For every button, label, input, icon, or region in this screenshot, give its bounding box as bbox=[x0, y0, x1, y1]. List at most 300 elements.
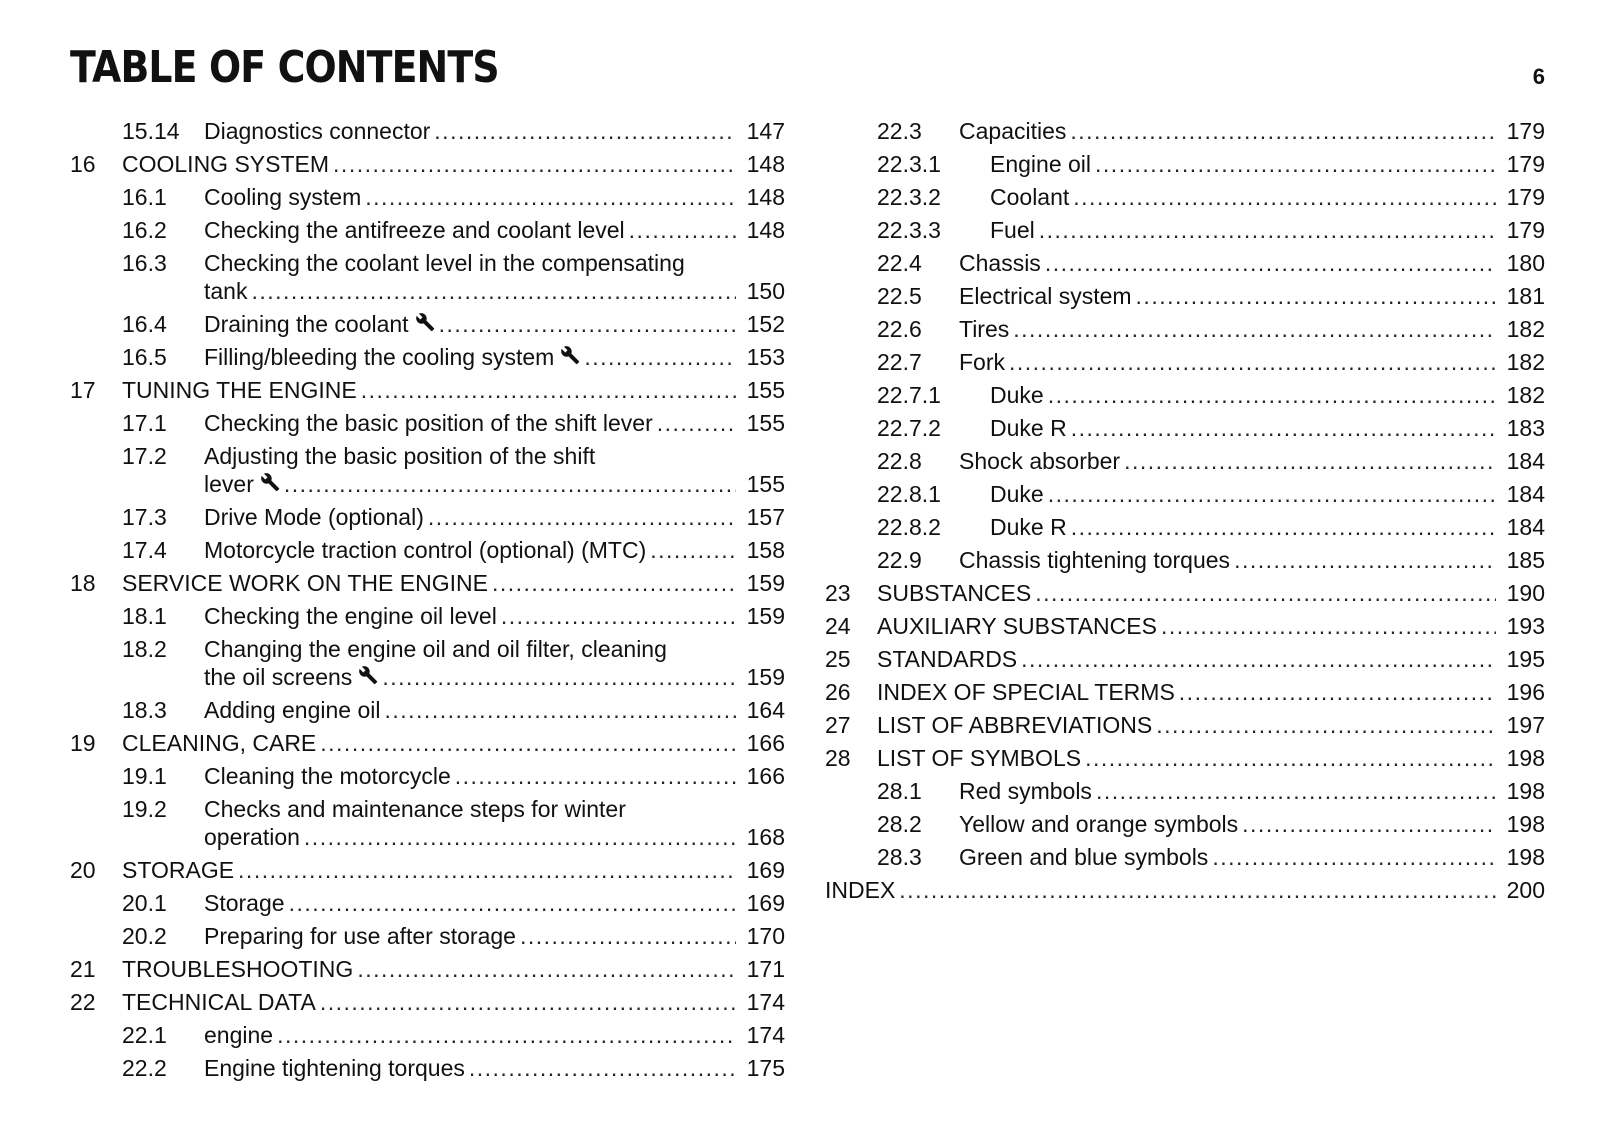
toc-entry-number: 28.3 bbox=[877, 844, 922, 870]
toc-entry-line bbox=[825, 348, 1545, 376]
toc-entry[interactable] bbox=[825, 876, 1545, 904]
toc-entry-title: Diagnostics connector bbox=[204, 118, 431, 144]
toc-entry-title: CLEANING, CARE bbox=[122, 730, 317, 756]
toc-entry[interactable] bbox=[825, 744, 1545, 772]
toc-entry-title: Adjusting the basic position of the shift bbox=[204, 443, 596, 469]
toc-entry[interactable] bbox=[70, 635, 785, 691]
toc-entry[interactable] bbox=[825, 645, 1545, 673]
toc-entry-title: STORAGE bbox=[122, 857, 235, 883]
toc-entry-number: 19.1 bbox=[122, 763, 167, 789]
dot-leader bbox=[520, 922, 736, 950]
toc-entry-line bbox=[70, 988, 785, 1016]
dot-leader bbox=[1179, 678, 1496, 706]
toc-entry[interactable] bbox=[70, 376, 785, 404]
toc-entry-page: 180 bbox=[1506, 250, 1545, 276]
dot-leader bbox=[428, 503, 736, 531]
toc-entry-line bbox=[825, 546, 1545, 574]
toc-entry-number: 28.2 bbox=[877, 811, 922, 837]
toc-entry-line bbox=[70, 823, 785, 851]
toc-entry[interactable] bbox=[825, 183, 1545, 211]
toc-entry[interactable] bbox=[825, 117, 1545, 145]
toc-entry[interactable] bbox=[825, 678, 1545, 706]
toc-entry[interactable] bbox=[825, 843, 1545, 871]
toc-entry-page: 155 bbox=[746, 377, 785, 403]
toc-entry-line bbox=[70, 470, 785, 498]
toc-entry-title: SERVICE WORK ON THE ENGINE bbox=[122, 570, 488, 596]
toc-entry-page: 182 bbox=[1506, 316, 1545, 342]
toc-entry-line bbox=[825, 315, 1545, 343]
toc-entry-number: 18.3 bbox=[122, 697, 167, 723]
toc-entry-line bbox=[825, 843, 1545, 871]
toc-entry-line bbox=[70, 729, 785, 757]
toc-entry-page: 184 bbox=[1506, 481, 1545, 507]
toc-entry-line bbox=[825, 612, 1545, 640]
toc-entry-page: 179 bbox=[1506, 184, 1545, 210]
toc-entry-title: LIST OF ABBREVIATIONS bbox=[877, 712, 1153, 738]
toc-entry[interactable] bbox=[825, 315, 1545, 343]
toc-entry-title: Green and blue symbols bbox=[959, 844, 1209, 870]
toc-entry[interactable] bbox=[70, 569, 785, 597]
toc-entry-number: 19 bbox=[70, 730, 96, 756]
dot-leader bbox=[357, 955, 736, 983]
toc-entry[interactable] bbox=[70, 310, 785, 338]
toc-entry-number: 16.1 bbox=[122, 184, 167, 210]
toc-entry-number: 17.3 bbox=[122, 504, 167, 530]
toc-entry-number: 22.4 bbox=[877, 250, 922, 276]
toc-entry-page: 174 bbox=[746, 1022, 785, 1048]
toc-entry-title: Duke bbox=[990, 481, 1044, 507]
toc-entry[interactable] bbox=[70, 150, 785, 178]
toc-entry-number: 23 bbox=[825, 580, 851, 606]
toc-entry[interactable] bbox=[70, 1021, 785, 1049]
toc-entry-page: 200 bbox=[1506, 877, 1545, 903]
toc-entry[interactable] bbox=[70, 503, 785, 531]
toc-entry-page: 179 bbox=[1506, 217, 1545, 243]
toc-entry-line bbox=[70, 696, 785, 724]
toc-entry[interactable] bbox=[825, 480, 1545, 508]
toc-entry-title: Drive Mode (optional) bbox=[204, 504, 424, 530]
dot-leader bbox=[382, 663, 736, 691]
toc-entry-line bbox=[70, 762, 785, 790]
toc-entry-line bbox=[70, 183, 785, 211]
page-number: 6 bbox=[1532, 64, 1545, 89]
toc-entry-title: Checking the basic position of the shift lever bbox=[204, 410, 653, 436]
dot-leader bbox=[304, 823, 736, 851]
toc-entry-line bbox=[70, 795, 785, 823]
toc-entry[interactable] bbox=[70, 343, 785, 371]
toc-entry[interactable] bbox=[70, 216, 785, 244]
toc-entry-page: 147 bbox=[746, 118, 785, 144]
toc-entry-title: Draining the coolant bbox=[204, 311, 409, 337]
dot-leader bbox=[1085, 744, 1496, 772]
toc-entry-title-continued: operation bbox=[204, 824, 300, 850]
toc-entry-title: COOLING SYSTEM bbox=[122, 151, 330, 177]
toc-entry-page: 175 bbox=[746, 1055, 785, 1081]
toc-entry-page: 166 bbox=[746, 730, 785, 756]
toc-entry-line bbox=[70, 249, 785, 277]
toc-entry-page: 182 bbox=[1506, 349, 1545, 375]
toc-entry-line bbox=[70, 922, 785, 950]
toc-entry[interactable] bbox=[70, 442, 785, 498]
toc-entry-title: AUXILIARY SUBSTANCES bbox=[877, 613, 1157, 639]
toc-entry-line bbox=[825, 513, 1545, 541]
toc-entry-line bbox=[70, 376, 785, 404]
toc-entry-title: Filling/bleeding the cooling system bbox=[204, 344, 555, 370]
toc-entry-page: 150 bbox=[746, 278, 785, 304]
dot-leader bbox=[284, 470, 736, 498]
toc-entry-title: Chassis bbox=[959, 250, 1041, 276]
dot-leader bbox=[469, 1054, 736, 1082]
dot-leader bbox=[320, 729, 736, 757]
dot-leader bbox=[1073, 183, 1496, 211]
toc-entry-title: Checking the antifreeze and coolant level bbox=[204, 217, 625, 243]
dot-leader bbox=[1095, 150, 1496, 178]
toc-entry-page: 198 bbox=[1506, 844, 1545, 870]
toc-entry[interactable] bbox=[70, 249, 785, 305]
toc-entry-page: 155 bbox=[746, 410, 785, 436]
toc-entry-page: 166 bbox=[746, 763, 785, 789]
toc-entry-number: 17.2 bbox=[122, 443, 167, 469]
toc-entry-page: 184 bbox=[1506, 448, 1545, 474]
dot-leader bbox=[320, 988, 736, 1016]
toc-entry[interactable] bbox=[825, 348, 1545, 376]
toc-entry-page: 171 bbox=[746, 956, 785, 982]
dot-leader bbox=[1071, 513, 1496, 541]
toc-entry-page: 190 bbox=[1506, 580, 1545, 606]
toc-entry-title-continued: the oil screens bbox=[204, 664, 353, 690]
dot-leader bbox=[1156, 711, 1496, 739]
toc-entry-number: 22.2 bbox=[122, 1055, 167, 1081]
toc-entry[interactable] bbox=[70, 729, 785, 757]
toc-entry-page: 153 bbox=[746, 344, 785, 370]
toc-entry-title: Shock absorber bbox=[959, 448, 1121, 474]
toc-entry-number: 26 bbox=[825, 679, 851, 705]
toc-entry-line bbox=[70, 1054, 785, 1082]
dot-leader bbox=[1009, 348, 1496, 376]
toc-entry[interactable] bbox=[70, 602, 785, 630]
toc-entry-line bbox=[825, 282, 1545, 310]
toc-entry[interactable] bbox=[825, 711, 1545, 739]
toc-entry-number: 22.9 bbox=[877, 547, 922, 573]
toc-entry-line bbox=[70, 310, 785, 338]
toc-entry-number: 22.3.3 bbox=[877, 217, 941, 243]
toc-entry-title: Capacities bbox=[959, 118, 1067, 144]
toc-entry-number: 16.2 bbox=[122, 217, 167, 243]
toc-entry-number: 22.8 bbox=[877, 448, 922, 474]
toc-entry-page: 181 bbox=[1506, 283, 1545, 309]
toc-entry-line bbox=[825, 414, 1545, 442]
toc-entry-title: Yellow and orange symbols bbox=[959, 811, 1239, 837]
toc-entry-title: Checking the coolant level in the compensating bbox=[204, 250, 685, 276]
toc-entry-line bbox=[825, 117, 1545, 145]
toc-entry-number: 22.3.1 bbox=[877, 151, 941, 177]
toc-entry-number: 16.3 bbox=[122, 250, 167, 276]
dot-leader bbox=[384, 696, 736, 724]
toc-entry-line bbox=[825, 678, 1545, 706]
toc-entry-number: 18 bbox=[70, 570, 96, 596]
toc-entry-line bbox=[70, 602, 785, 630]
toc-entry-page: 159 bbox=[746, 603, 785, 629]
toc-entry-line bbox=[70, 856, 785, 884]
toc-entry-number: 21 bbox=[70, 956, 96, 982]
toc-entry-line bbox=[70, 663, 785, 691]
toc-entry[interactable] bbox=[825, 612, 1545, 640]
toc-entry-title: Adding engine oil bbox=[204, 697, 381, 723]
toc-entry-number: 16.4 bbox=[122, 311, 167, 337]
toc-right-column bbox=[825, 117, 1545, 909]
toc-entry-page: 198 bbox=[1506, 745, 1545, 771]
dot-leader bbox=[629, 216, 736, 244]
dot-leader bbox=[1071, 414, 1496, 442]
toc-entry-page: 159 bbox=[746, 570, 785, 596]
toc-entry-number: 17 bbox=[70, 377, 96, 403]
toc-entry[interactable] bbox=[70, 117, 785, 145]
toc-entry-title: Fuel bbox=[990, 217, 1035, 243]
toc-entry-number: 18.1 bbox=[122, 603, 167, 629]
toc-entry-number: 20.2 bbox=[122, 923, 167, 949]
toc-entry-title: Checking the engine oil level bbox=[204, 603, 497, 629]
toc-entry-title: Coolant bbox=[990, 184, 1070, 210]
toc-entry-number: 19.2 bbox=[122, 796, 167, 822]
dot-leader bbox=[455, 762, 736, 790]
toc-entry-page: 168 bbox=[746, 824, 785, 850]
toc-entry[interactable] bbox=[70, 696, 785, 724]
toc-entry-line bbox=[825, 645, 1545, 673]
dot-leader bbox=[434, 117, 736, 145]
toc-entry-number: 22.6 bbox=[877, 316, 922, 342]
toc-entry-line bbox=[70, 1021, 785, 1049]
toc-entry-page: 197 bbox=[1506, 712, 1545, 738]
toc-entry[interactable] bbox=[825, 810, 1545, 838]
toc-entry-line bbox=[825, 183, 1545, 211]
dot-leader bbox=[1124, 447, 1496, 475]
toc-entry-title: Engine oil bbox=[990, 151, 1092, 177]
toc-entry-page: 182 bbox=[1506, 382, 1545, 408]
toc-entry-line bbox=[70, 150, 785, 178]
toc-entry-line bbox=[825, 711, 1545, 739]
toc-entry-number: 20 bbox=[70, 857, 96, 883]
toc-entry-line bbox=[70, 117, 785, 145]
dot-leader bbox=[1021, 645, 1496, 673]
toc-entry-number: 22.8.1 bbox=[877, 481, 941, 507]
toc-entry-line bbox=[70, 955, 785, 983]
dot-leader bbox=[1136, 282, 1496, 310]
toc-entry[interactable] bbox=[70, 762, 785, 790]
dot-leader bbox=[251, 277, 736, 305]
toc-entry-title: TUNING THE ENGINE bbox=[122, 377, 357, 403]
toc-entry-line bbox=[70, 216, 785, 244]
toc-entry-title: Electrical system bbox=[959, 283, 1132, 309]
toc-entry-title: INDEX bbox=[825, 877, 896, 903]
toc-entry-number: 22 bbox=[70, 989, 96, 1015]
dot-leader bbox=[238, 856, 736, 884]
toc-entry-title: engine bbox=[204, 1022, 274, 1048]
toc-entry[interactable] bbox=[825, 150, 1545, 178]
dot-leader bbox=[1048, 480, 1496, 508]
toc-entry-line bbox=[825, 744, 1545, 772]
toc-entry-title: Changing the engine oil and oil filter, cleaning bbox=[204, 636, 667, 662]
toc-entry[interactable] bbox=[70, 922, 785, 950]
toc-entry-title: Cooling system bbox=[204, 184, 362, 210]
toc-entry-line bbox=[825, 381, 1545, 409]
toc-entry-number: 22.5 bbox=[877, 283, 922, 309]
toc-entry-title: Red symbols bbox=[959, 778, 1092, 804]
dot-leader bbox=[1070, 117, 1496, 145]
toc-entry[interactable] bbox=[70, 795, 785, 851]
toc-entry-number: 25 bbox=[825, 646, 851, 672]
toc-entry-page: 148 bbox=[746, 217, 785, 243]
toc-entry-number: 22.8.2 bbox=[877, 514, 941, 540]
toc-entry-number: 22.7 bbox=[877, 349, 922, 375]
toc-entry-number: 28.1 bbox=[877, 778, 922, 804]
toc-entry[interactable] bbox=[825, 414, 1545, 442]
toc-entry[interactable] bbox=[825, 447, 1545, 475]
toc-entry[interactable] bbox=[825, 777, 1545, 805]
toc-entry[interactable] bbox=[825, 216, 1545, 244]
dot-leader bbox=[439, 310, 736, 338]
toc-entry-line bbox=[70, 442, 785, 470]
toc-entry-page: 148 bbox=[746, 151, 785, 177]
toc-entry-number: 22.3 bbox=[877, 118, 922, 144]
toc-entry-page: 155 bbox=[746, 471, 785, 497]
toc-entry-page: 198 bbox=[1506, 778, 1545, 804]
toc-entry-page: 184 bbox=[1506, 514, 1545, 540]
toc-entry-title: Cleaning the motorcycle bbox=[204, 763, 451, 789]
dot-leader bbox=[1161, 612, 1496, 640]
toc-entry-number: 22.3.2 bbox=[877, 184, 941, 210]
toc-entry-line bbox=[825, 447, 1545, 475]
toc-entry-number: 24 bbox=[825, 613, 851, 639]
toc-entry-line bbox=[825, 810, 1545, 838]
toc-entry-line bbox=[825, 876, 1545, 904]
toc-entry[interactable] bbox=[70, 183, 785, 211]
toc-entry[interactable] bbox=[825, 579, 1545, 607]
dot-leader bbox=[1013, 315, 1496, 343]
dot-leader bbox=[657, 409, 736, 437]
toc-entry-title: INDEX OF SPECIAL TERMS bbox=[877, 679, 1175, 705]
dot-leader bbox=[1045, 249, 1496, 277]
toc-entry-page: 179 bbox=[1506, 151, 1545, 177]
toc-entry[interactable] bbox=[825, 249, 1545, 277]
toc-entry-title: Preparing for use after storage bbox=[204, 923, 516, 949]
wrench-icon bbox=[260, 470, 280, 490]
toc-entry-number: 20.1 bbox=[122, 890, 167, 916]
toc-entry-title: Motorcycle traction control (optional) (MTC) bbox=[204, 537, 647, 563]
toc-entry-number: 27 bbox=[825, 712, 851, 738]
toc-entry[interactable] bbox=[825, 513, 1545, 541]
dot-leader bbox=[899, 876, 1496, 904]
toc-entry-line bbox=[70, 503, 785, 531]
toc-entry-line bbox=[825, 216, 1545, 244]
dot-leader bbox=[1242, 810, 1496, 838]
toc-entry-page: 148 bbox=[746, 184, 785, 210]
toc-entry-number: 15.14 bbox=[122, 118, 180, 144]
toc-entry-title: Duke R bbox=[990, 514, 1067, 540]
toc-entry-page: 179 bbox=[1506, 118, 1545, 144]
toc-entry-title-continued: tank bbox=[204, 278, 248, 304]
toc-entry-number: 16.5 bbox=[122, 344, 167, 370]
toc-entry-page: 185 bbox=[1506, 547, 1545, 573]
toc-entry-title: Fork bbox=[959, 349, 1005, 375]
toc-entry-title-continued: lever bbox=[204, 471, 254, 497]
toc-entry-number: 22.7.1 bbox=[877, 382, 941, 408]
toc-entry[interactable] bbox=[825, 546, 1545, 574]
toc-entry[interactable] bbox=[825, 282, 1545, 310]
toc-entry[interactable] bbox=[70, 536, 785, 564]
toc-entry-number: 18.2 bbox=[122, 636, 167, 662]
dot-leader bbox=[1035, 579, 1496, 607]
toc-entry[interactable] bbox=[70, 889, 785, 917]
wrench-icon bbox=[358, 663, 378, 683]
toc-entry-page: 169 bbox=[746, 857, 785, 883]
toc-entry[interactable] bbox=[825, 381, 1545, 409]
toc-entry-page: 183 bbox=[1506, 415, 1545, 441]
toc-entry-line bbox=[70, 536, 785, 564]
toc-entry-page: 164 bbox=[746, 697, 785, 723]
toc-entry-title: Engine tightening torques bbox=[204, 1055, 465, 1081]
toc-entry-page: 174 bbox=[746, 989, 785, 1015]
toc-entry[interactable] bbox=[70, 988, 785, 1016]
toc-entry-title: Checks and maintenance steps for winter bbox=[204, 796, 626, 822]
toc-entry-line bbox=[825, 150, 1545, 178]
toc-entry-title: TECHNICAL DATA bbox=[122, 989, 316, 1015]
dot-leader bbox=[650, 536, 736, 564]
toc-entry-title: SUBSTANCES bbox=[877, 580, 1032, 606]
dot-leader bbox=[1048, 381, 1496, 409]
wrench-icon bbox=[560, 343, 580, 363]
dot-leader bbox=[365, 183, 736, 211]
toc-entry-page: 169 bbox=[746, 890, 785, 916]
dot-leader bbox=[501, 602, 736, 630]
dot-leader bbox=[1096, 777, 1496, 805]
toc-entry-page: 198 bbox=[1506, 811, 1545, 837]
toc-entry-line bbox=[70, 343, 785, 371]
dot-leader bbox=[1039, 216, 1496, 244]
toc-entry-line bbox=[825, 579, 1545, 607]
wrench-icon bbox=[415, 310, 435, 330]
toc-entry-line bbox=[70, 889, 785, 917]
dot-leader bbox=[1212, 843, 1496, 871]
toc-entry-title: Storage bbox=[204, 890, 285, 916]
dot-leader bbox=[1234, 546, 1496, 574]
toc-entry-number: 16 bbox=[70, 151, 96, 177]
toc-entry-number: 17.4 bbox=[122, 537, 167, 563]
toc-entry-line bbox=[825, 249, 1545, 277]
page-title: TABLE OF CONTENTS bbox=[70, 42, 499, 93]
dot-leader bbox=[333, 150, 736, 178]
dot-leader bbox=[492, 569, 736, 597]
toc-entry[interactable] bbox=[70, 856, 785, 884]
toc-entry[interactable] bbox=[70, 409, 785, 437]
toc-entry[interactable] bbox=[70, 1054, 785, 1082]
dot-leader bbox=[584, 343, 736, 371]
dot-leader bbox=[289, 889, 736, 917]
toc-entry-page: 152 bbox=[746, 311, 785, 337]
toc-entry-title: Tires bbox=[959, 316, 1010, 342]
toc-entry-number: 28 bbox=[825, 745, 851, 771]
toc-entry-page: 170 bbox=[746, 923, 785, 949]
toc-entry-line bbox=[70, 569, 785, 597]
toc-entry-line bbox=[825, 480, 1545, 508]
toc-entry-page: 157 bbox=[746, 504, 785, 530]
toc-entry[interactable] bbox=[70, 955, 785, 983]
toc-entry-title: Duke R bbox=[990, 415, 1067, 441]
toc-entry-number: 17.1 bbox=[122, 410, 167, 436]
toc-entry-title: Duke bbox=[990, 382, 1044, 408]
toc-entry-line bbox=[70, 409, 785, 437]
toc-entry-line bbox=[825, 777, 1545, 805]
dot-leader bbox=[361, 376, 736, 404]
